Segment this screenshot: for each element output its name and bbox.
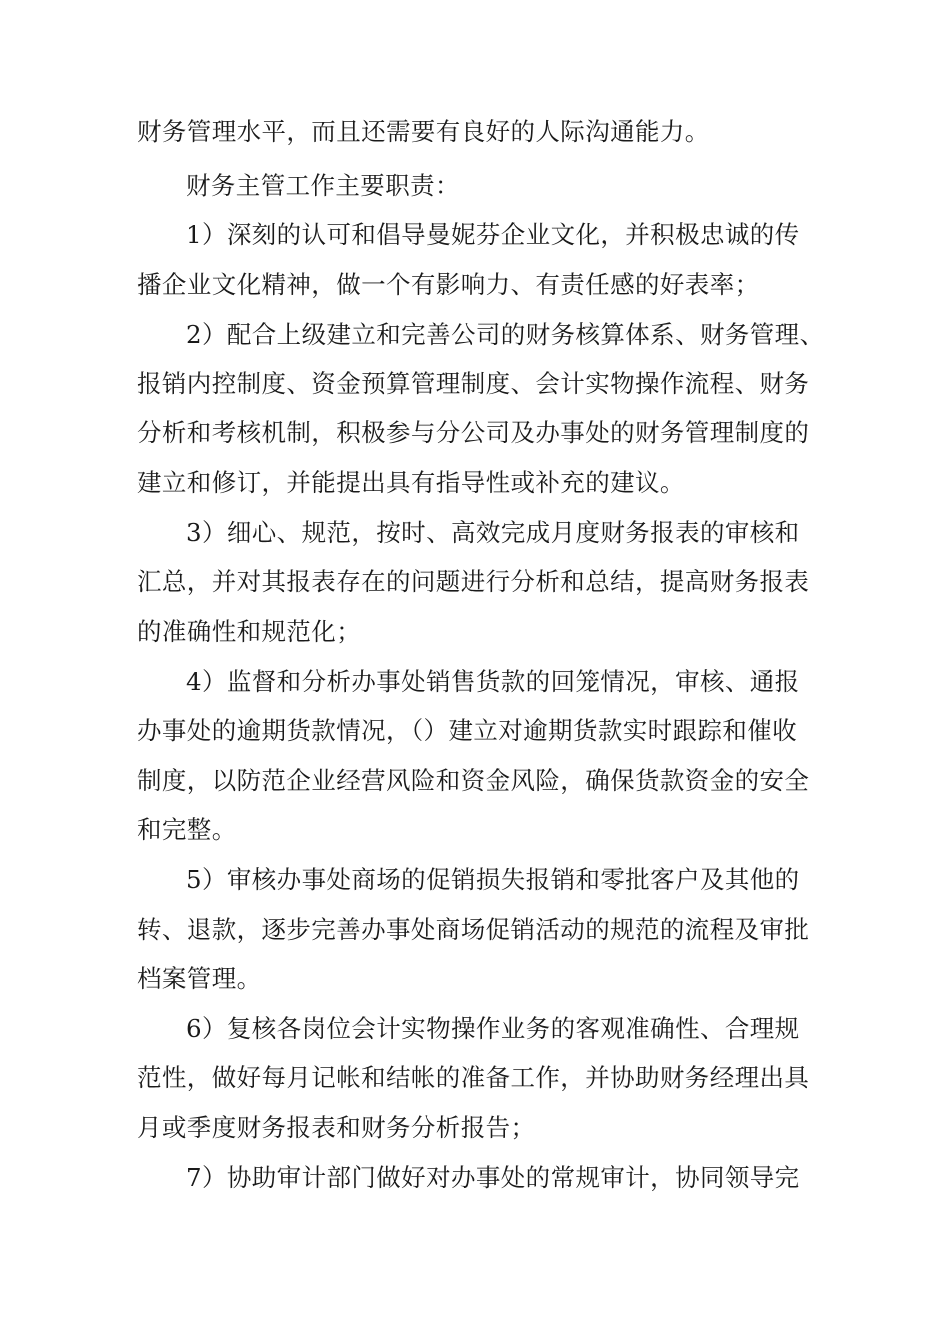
text-line: 7）协助审计部门做好对办事处的常规审计，协同领导完	[186, 1163, 800, 1192]
text-line: 范性，做好每月记帐和结帐的准备工作，并协助财务经理出具	[137, 1063, 810, 1092]
text-line: 4）监督和分析办事处销售货款的回笼情况，审核、通报	[186, 667, 800, 696]
text-line: 播企业文化精神，做一个有影响力、有责任感的好表率；	[137, 270, 760, 299]
text-line: 6）复核各岗位会计实物操作业务的客观准确性、合理规	[186, 1014, 800, 1043]
text-line: 2）配合上级建立和完善公司的财务核算体系、财务管理、	[186, 320, 825, 349]
text-line: 财务管理水平，而且还需要有良好的人际沟通能力。	[137, 117, 710, 146]
text-line: 分析和考核机制，积极参与分公司及办事处的财务管理制度的	[137, 418, 810, 447]
section-heading: 财务主管工作主要职责：	[186, 171, 460, 200]
text-line: 转、退款，逐步完善办事处商场促销活动的规范的流程及审批	[137, 915, 810, 944]
text-line: 报销内控制度、资金预算管理制度、会计实物操作流程、财务	[137, 369, 810, 398]
text-line: 3）细心、规范，按时、高效完成月度财务报表的审核和	[186, 518, 800, 547]
text-line: 和完整。	[137, 815, 237, 844]
text-line: 1）深刻的认可和倡导曼妮芬企业文化，并积极忠诚的传	[186, 220, 800, 249]
text-line: 办事处的逾期货款情况，（）建立对逾期货款实时跟踪和催收	[137, 716, 798, 745]
text-line: 制度，以防范企业经营风险和资金风险，确保货款资金的安全	[137, 766, 810, 795]
text-line: 档案管理。	[137, 964, 262, 993]
text-line: 汇总，并对其报表存在的问题进行分析和总结，提高财务报表	[137, 567, 810, 596]
text-line: 5）审核办事处商场的促销损失报销和零批客户及其他的	[186, 865, 800, 894]
text-line: 建立和修订，并能提出具有指导性或补充的建议。	[137, 468, 685, 497]
text-line: 月或季度财务报表和财务分析报告；	[137, 1113, 536, 1142]
text-line: 的准确性和规范化；	[137, 617, 362, 646]
